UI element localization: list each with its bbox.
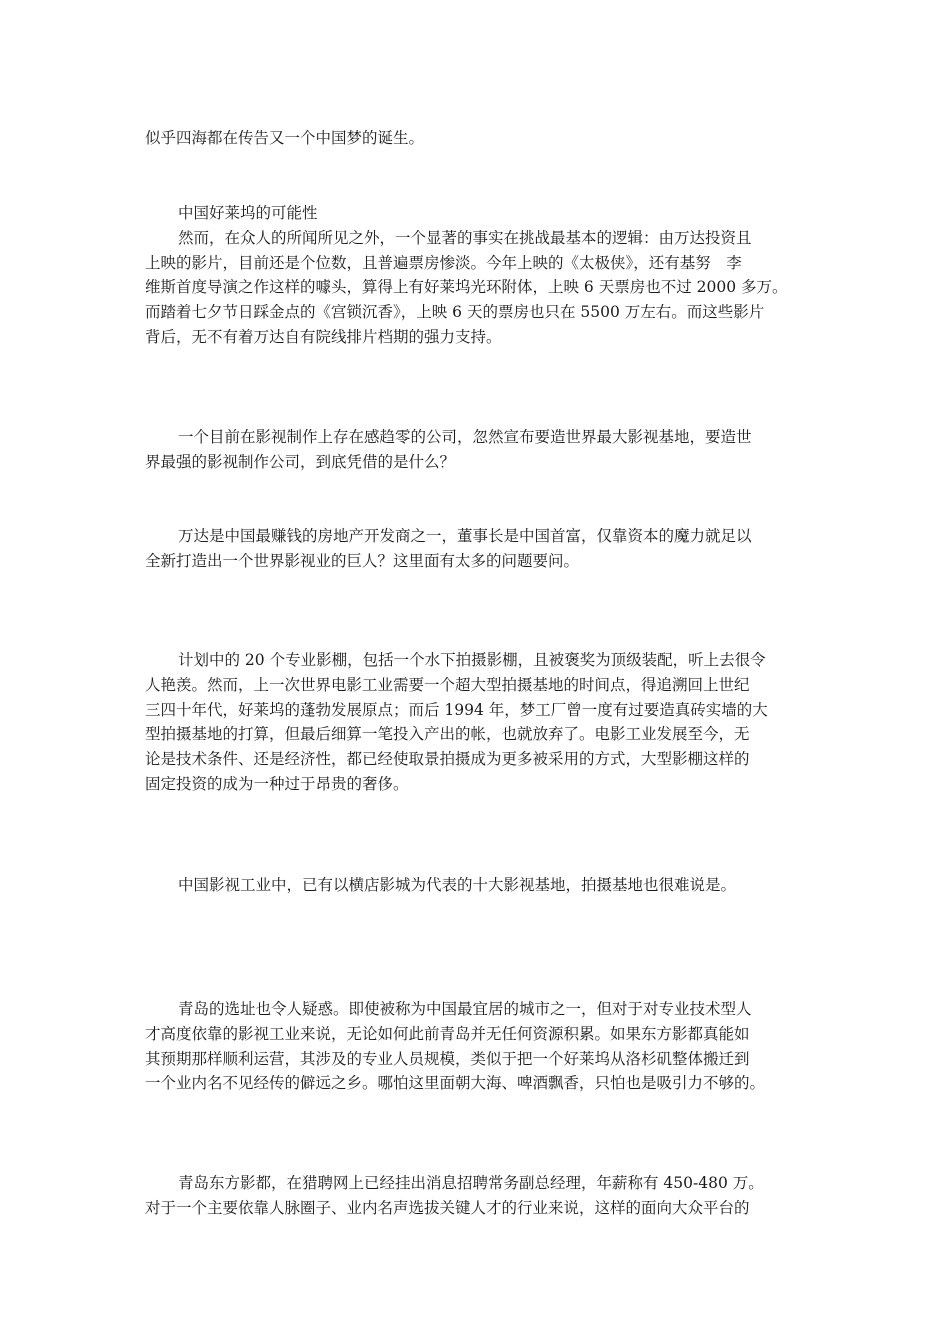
text-line: 青岛东方影都，在猎聘网上已经挂出消息招聘常务副总经理，年薪称有 450-480 万。	[178, 1174, 764, 1192]
text-line: 计划中的 20 个专业影棚，包括一个水下拍摄影棚，且被褒奖为顶级装配，听上去很令	[178, 651, 766, 669]
text-line: 一个业内名不见经传的僻远之乡。哪怕这里面朝大海、啤酒飘香，只怕也是吸引力不够的。	[145, 1074, 766, 1093]
text-line: 对于一个主要依靠人脉圈子、业内名声选拔关键人才的行业来说，这样的面向大众平台的	[145, 1198, 750, 1217]
text-line: 三四十年代，好莱坞的蓬勃发展原点；而后 1994 年，梦工厂曾一度有过要造真砖实墙的大	[145, 700, 768, 719]
text-line: 似乎四海都在传告又一个中国梦的诞生。	[145, 129, 425, 147]
text-line: 界最强的影视制作公司，到底凭借的是什么？	[145, 452, 456, 471]
text-line: 背后，无不有着万达自有院线排片档期的强力支持。	[145, 327, 502, 346]
section-heading: 中国好莱坞的可能性	[178, 204, 318, 222]
text-line: 全新打造出一个世界影视业的巨人？这里面有太多的问题要问。	[145, 551, 580, 570]
paragraph-4	[145, 524, 810, 574]
text-line: 中国影视工业中，已有以横店影城为代表的十大影视基地，拍摄基地也很难说是。	[178, 876, 737, 894]
paragraph-7	[145, 997, 810, 1096]
paragraph-6	[145, 873, 810, 898]
paragraph-8	[145, 1171, 810, 1221]
text-line: 维斯首度导演之作这样的噱头，算得上有好莱坞光环附体，上映 6 天票房也不过 2000 多万。	[145, 278, 788, 297]
text-line: 论是技术条件、还是经济性，都已经使取景拍摄成为更多被采用的方式，大型影棚这样的	[145, 750, 750, 769]
paragraph-3	[145, 425, 810, 475]
text-line: 万达是中国最赚钱的房地产开发商之一，董事长是中国首富，仅靠资本的魔力就足以	[178, 527, 752, 545]
text-line: 青岛的选址也令人疑惑。即使被称为中国最宜居的城市之一，但对于对专业技术型人	[178, 1000, 752, 1018]
text-line: 其预期那样顺利运营，其涉及的专业人员规模，类似于把一个好莱坞从洛杉矶整体搬迁到	[145, 1049, 750, 1068]
paragraph-2	[145, 201, 810, 350]
text-line: 才高度依靠的影视工业来说，无论如何此前青岛并无任何资源积累。如果东方影都真能如	[145, 1024, 750, 1043]
text-line: 型拍摄基地的打算，但最后细算一笔投入产出的帐，也就放弃了。电影工业发展至今，无	[145, 725, 750, 744]
paragraph-5	[145, 648, 810, 797]
text-line: 一个目前在影视制作上存在感趋零的公司，忽然宣布要造世界最大影视基地，要造世	[178, 428, 752, 446]
text-line: 固定投资的成为一种过于昂贵的奢侈。	[145, 774, 409, 793]
text-line: 然而，在众人的所闻所见之外，一个显著的事实在挑战最基本的逻辑：由万达投资且	[178, 228, 752, 247]
text-line: 而踏着七夕节日踩金点的《宫锁沉香》，上映 6 天的票房也只在 5500 万左右。而这些影片	[145, 303, 765, 322]
text-line: 人艳羡。然而，上一次世界电影工业需要一个超大型拍摄基地的时间点，得追溯回上世纪	[145, 675, 750, 694]
text-line: 上映的影片，目前还是个位数，且普遍票房惨淡。今年上映的《太极侠》，还有基努 李	[145, 253, 742, 272]
paragraph-1	[145, 126, 810, 151]
